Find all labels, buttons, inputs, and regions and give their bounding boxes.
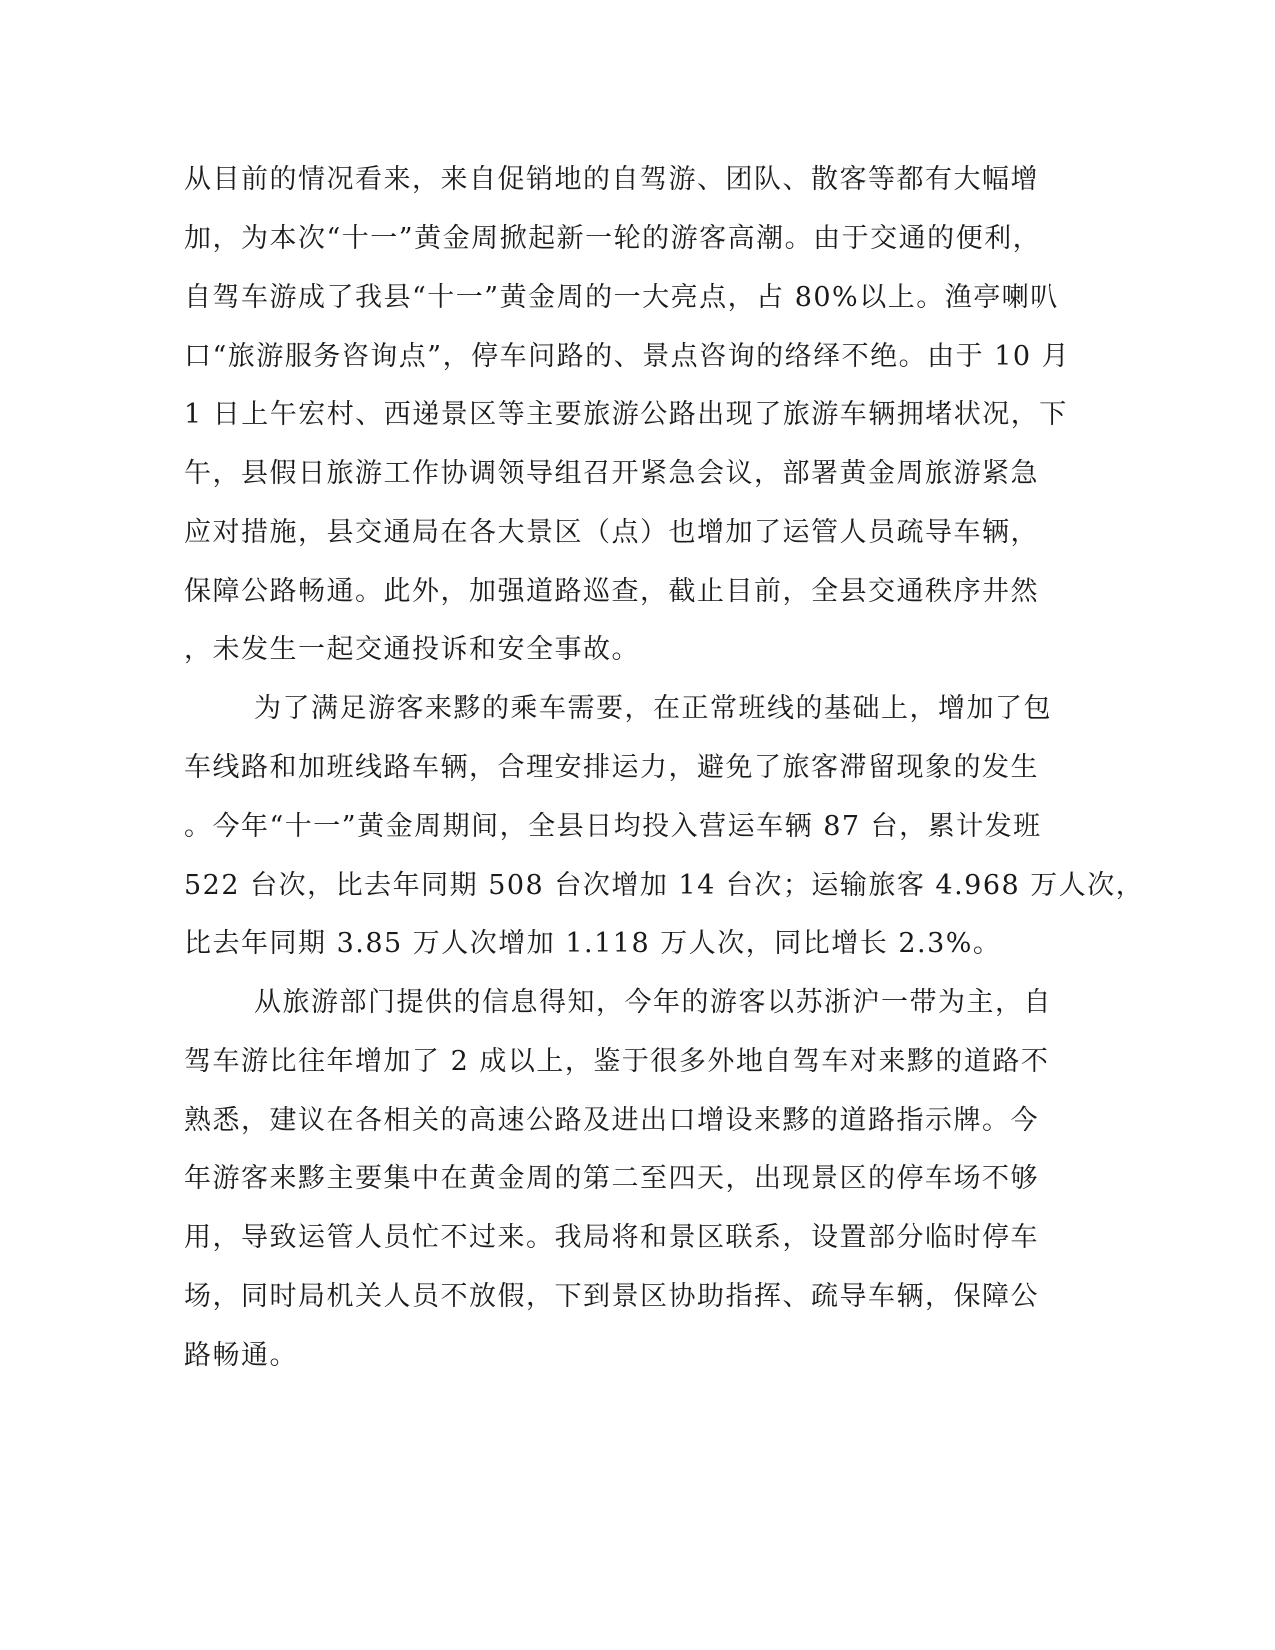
paragraph-1-line-3: 自驾车游成了我县“十一”黄金周的一大亮点，占 80%以上。渔亭喇叭 bbox=[184, 282, 1059, 313]
paragraph-1-line-9: ，未发生一起交通投诉和安全事故。 bbox=[184, 634, 640, 665]
paragraph-3-line-6: 场，同时局机关人员不放假，下到景区协助指挥、疏导车辆，保障公 bbox=[184, 1281, 1039, 1312]
paragraph-1-line-2: 加，为本次“十一”黄金周掀起新一轮的游客高潮。由于交通的便利， bbox=[184, 223, 1042, 254]
paragraph-2-line-4: 522 台次，比去年同期 508 台次增加 14 台次；运输旅客 4.968 万人次， bbox=[184, 870, 1145, 901]
paragraph-2-line-1: 为了满足游客来黟的乘车需要，在正常班线的基础上，增加了包 bbox=[254, 693, 1052, 724]
paragraph-2-line-3: 。今年“十一”黄金周期间，全县日均投入营运车辆 87 台，累计发班 bbox=[184, 811, 1042, 842]
paragraph-1-line-6: 午，县假日旅游工作协调领导组召开紧急会议，部署黄金周旅游紧急 bbox=[184, 458, 1039, 489]
paragraph-1-line-5: 1 日上午宏村、西递景区等主要旅游公路出现了旅游车辆拥堵状况，下 bbox=[184, 399, 1068, 430]
paragraph-1-line-8: 保障公路畅通。此外，加强道路巡查，截止目前，全县交通秩序井然 bbox=[184, 576, 1039, 607]
paragraph-1-line-1: 从目前的情况看来，来自促销地的自驾游、团队、散客等都有大幅增 bbox=[184, 164, 1039, 195]
paragraph-3-line-1: 从旅游部门提供的信息得知，今年的游客以苏浙沪一带为主，自 bbox=[254, 987, 1052, 1018]
paragraph-3-line-5: 用，导致运管人员忙不过来。我局将和景区联系，设置部分临时停车 bbox=[184, 1222, 1039, 1253]
paragraph-3-line-3: 熟悉，建议在各相关的高速公路及进出口增设来黟的道路指示牌。今 bbox=[184, 1105, 1039, 1136]
paragraph-3-line-2: 驾车游比往年增加了 2 成以上，鉴于很多外地自驾车对来黟的道路不 bbox=[184, 1046, 1050, 1077]
paragraph-2-line-5: 比去年同期 3.85 万人次增加 1.118 万人次，同比增长 2.3%。 bbox=[184, 928, 1002, 959]
paragraph-2-line-2: 车线路和加班线路车辆，合理安排运力，避免了旅客滞留现象的发生 bbox=[184, 752, 1039, 783]
paragraph-1-line-7: 应对措施，县交通局在各大景区（点）也增加了运管人员疏导车辆， bbox=[184, 517, 1039, 548]
paragraph-3-line-4: 年游客来黟主要集中在黄金周的第二至四天，出现景区的停车场不够 bbox=[184, 1163, 1039, 1194]
paragraph-3-line-7: 路畅通。 bbox=[184, 1340, 298, 1371]
paragraph-1-line-4: 口“旅游服务咨询点”，停车问路的、景点咨询的络绎不绝。由于 10 月 bbox=[184, 341, 1071, 372]
